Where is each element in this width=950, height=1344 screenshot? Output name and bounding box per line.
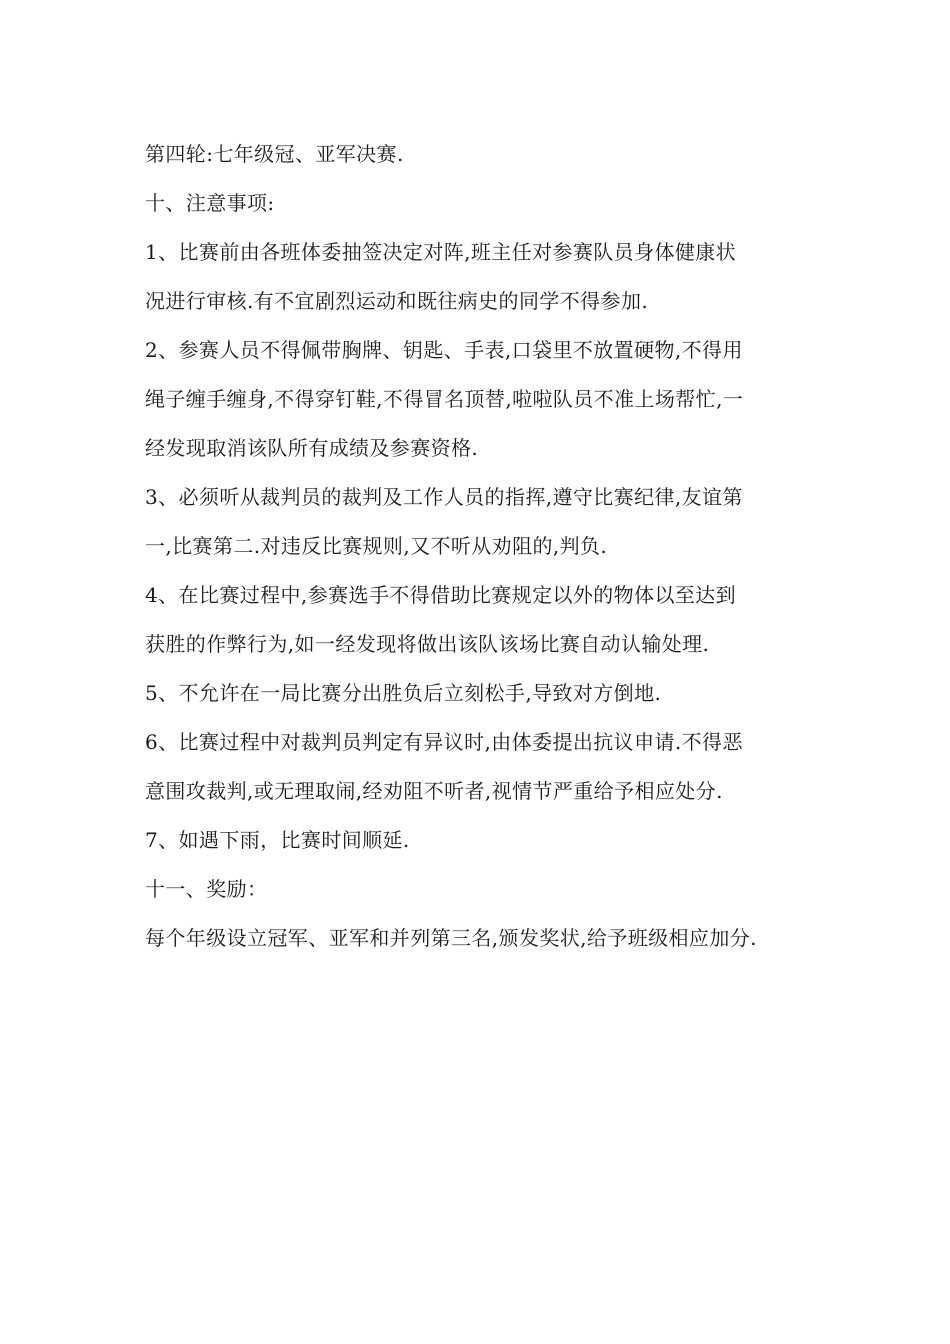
rule-2-line-1: 2、参赛人员不得佩带胸牌、钥匙、手表,口袋里不放置硬物,不得用 (145, 338, 743, 362)
rule-3-line-2: 一,比赛第二.对违反比赛规则,又不听从劝阻的,判负. (145, 534, 608, 558)
section-ten-heading: 十、注意事项: (145, 191, 275, 215)
document-body (145, 130, 815, 963)
rule-2-line-2: 绳子缠手缠身,不得穿钉鞋,不得冒名顶替,啦啦队员不准上场帮忙,一 (145, 387, 744, 411)
round-four-line: 第四轮:七年级冠、亚军决赛. (145, 142, 404, 166)
rule-5-line: 5、不允许在一局比赛分出胜负后立刻松手,导致对方倒地. (145, 681, 662, 705)
rule-6-line-1: 6、比赛过程中对裁判员判定有异议时,由体委提出抗议申请.不得恶 (145, 730, 743, 754)
rule-2-line-3: 经发现取消该队所有成绩及参赛资格. (145, 436, 479, 460)
rule-6-line-2: 意围攻裁判,或无理取闹,经劝阻不听者,视情节严重给予相应处分. (145, 779, 723, 803)
awards-line: 每个年级设立冠军、亚军和并列第三名,颁发奖状,给予班级相应加分. (145, 926, 757, 950)
rule-4-line-2: 获胜的作弊行为,如一经发现将做出该队该场比赛自动认输处理. (145, 632, 710, 656)
rule-1-line-2: 况进行审核.有不宜剧烈运动和既往病史的同学不得参加. (145, 289, 649, 313)
rule-7-line: 7、如遇下雨，比赛时间顺延. (145, 828, 410, 852)
rule-4-line-1: 4、在比赛过程中,参赛选手不得借助比赛规定以外的物体以至达到 (145, 583, 737, 607)
rule-3-line-1: 3、必须听从裁判员的裁判及工作人员的指挥,遵守比赛纪律,友谊第 (145, 485, 743, 509)
section-eleven-heading: 十一、奖励： (145, 877, 268, 901)
rule-1-line-1: 1、比赛前由各班体委抽签决定对阵,班主任对参赛队员身体健康状 (145, 240, 737, 264)
